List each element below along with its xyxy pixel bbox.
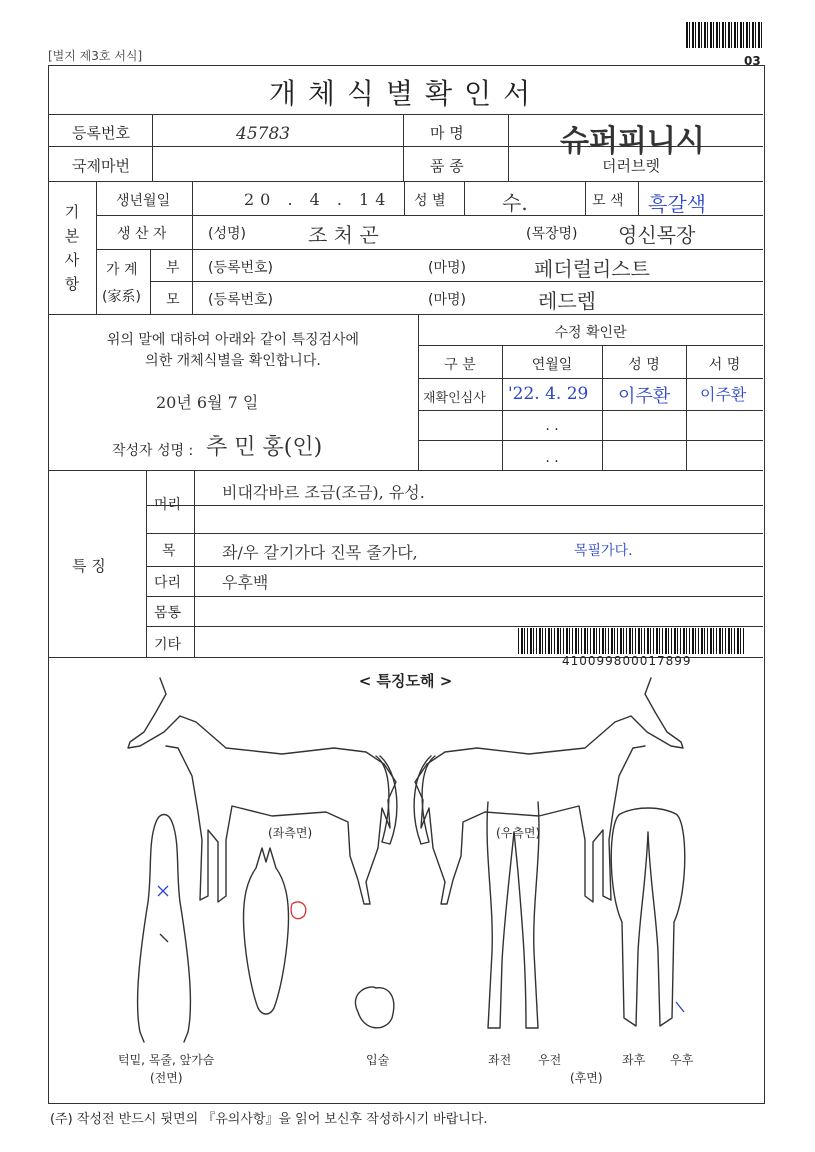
document-title: 개체식별확인서	[268, 77, 543, 110]
lineage-hanja-label: (家系)	[102, 289, 141, 305]
revision-empty-date-1: . .	[545, 418, 559, 434]
confirmation-date: 20년 6월 7 일	[156, 393, 259, 412]
coat-color-label: 모 색	[592, 193, 624, 209]
sire-label: 부	[166, 260, 180, 276]
muzzle-outline	[355, 987, 393, 1028]
producer-name-value: 조 처 곤	[308, 223, 379, 247]
hind-left-label: 좌후	[622, 1053, 646, 1067]
revision-row-signature: 이주환	[700, 385, 747, 404]
breed-value: 더러브렛	[602, 157, 660, 175]
neck-value-blue: 목필가다.	[574, 543, 633, 559]
head-front-outline	[244, 848, 289, 1014]
author-name-value: 추 민 홍(인)	[206, 435, 323, 460]
muzzle-label: 입술	[366, 1053, 390, 1067]
diagram-title: < 특징도해 >	[358, 672, 453, 690]
farm-name-label: (목장명)	[526, 226, 578, 242]
birthdate-label: 생년월일	[116, 193, 171, 209]
page-number: 03	[744, 54, 761, 68]
top-barcode	[686, 22, 764, 48]
author-label: 작성자 성명 :	[112, 443, 194, 459]
rear-label: (후면)	[570, 1071, 603, 1085]
front-label: (전면)	[150, 1071, 183, 1085]
neck-swirl-mark-2	[160, 934, 168, 942]
front-chest-outline	[138, 815, 191, 1043]
dam-name-label: (마명)	[428, 292, 466, 308]
horse-name-value: 슈퍼피니시	[560, 124, 705, 159]
coat-color-value: 흑갈색	[648, 192, 706, 216]
sire-regno-label: (등록번호)	[208, 260, 274, 276]
dam-regno-label: (등록번호)	[208, 292, 274, 308]
revision-table-title: 수정 확인란	[554, 325, 627, 341]
forehead-mark	[291, 902, 306, 919]
revision-col-signature: 서 명	[708, 357, 741, 373]
confirmation-text-line-1: 위의 말에 대하여 아래와 같이 특징검사에	[106, 332, 360, 348]
revision-row-name: 이주환	[618, 386, 671, 407]
sire-name-label: (마명)	[428, 260, 466, 276]
leg-value: 우후백	[222, 573, 269, 592]
producer-label: 생 산 자	[117, 226, 167, 242]
body-label: 몸통	[154, 605, 182, 621]
lineage-label: 가 계	[106, 262, 138, 278]
right-side-label: (우측면)	[496, 826, 541, 840]
features-section-label: 특 징	[72, 557, 106, 575]
front-caption: 턱밑, 목줄, 앞가슴	[118, 1053, 215, 1067]
sex-label: 성 별	[414, 193, 446, 209]
producer-name-label: (성명)	[208, 226, 246, 242]
other-label: 기타	[154, 637, 182, 653]
horse-diagrams	[48, 672, 763, 1102]
sire-name-value: 페더럴리스트	[534, 257, 650, 281]
farm-name-value: 영신목장	[618, 223, 696, 247]
hind-right-label: 우후	[670, 1053, 694, 1067]
revision-row-date: '22. 4. 29	[508, 384, 589, 404]
dam-name-value: 레드렙	[538, 289, 596, 313]
birthdate-value: 20 . 4 . 14	[244, 190, 392, 209]
barcode-number: 410099800017899	[562, 654, 692, 668]
revision-row-label: 재확인심사	[423, 391, 486, 406]
confirmation-text-line-2: 의한 개체식별을 확인합니다.	[145, 353, 321, 369]
neck-swirl-mark-1	[158, 886, 168, 896]
markings	[158, 886, 684, 1012]
form-number: [별지 제3호 서식]	[48, 49, 143, 63]
left-side-label: (좌측면)	[268, 826, 313, 840]
registration-number-value: 45783	[236, 124, 291, 144]
left-side-horse-outline	[128, 678, 396, 904]
form-barcode	[518, 628, 744, 654]
footer-note: (주) 작성전 반드시 뒷면의 『유의사항』을 읽어 보신후 작성하시기 바랍니다.	[50, 1112, 488, 1127]
breed-label: 품 종	[430, 157, 464, 175]
hind-leg-mark	[676, 1002, 684, 1012]
basic-info-section-label: 기 본 사 항	[64, 203, 80, 293]
neck-label: 목	[162, 543, 176, 559]
revision-col-date: 연월일	[531, 357, 573, 373]
sex-value: 수.	[502, 191, 528, 215]
dam-label: 모	[166, 292, 180, 308]
fore-left-label: 좌전	[488, 1053, 512, 1067]
head-value: 비대각바르 조금(조금), 유성.	[222, 483, 425, 502]
head-label: 머리	[154, 497, 182, 513]
fore-right-label: 우전	[538, 1053, 562, 1067]
registration-number-label: 등록번호	[72, 124, 130, 142]
revision-col-name: 성 명	[628, 357, 660, 373]
horse-name-label: 마 명	[430, 124, 464, 142]
neck-value: 좌/우 갈기가다 진목 줄가다,	[222, 543, 418, 562]
leg-label: 다리	[154, 575, 182, 591]
international-number-label: 국제마번	[72, 157, 130, 175]
right-side-horse-outline	[415, 678, 683, 904]
hindlegs-rear-outline	[611, 808, 685, 1026]
revision-col-category: 구 분	[444, 357, 476, 373]
revision-empty-date-2: . .	[545, 450, 559, 466]
